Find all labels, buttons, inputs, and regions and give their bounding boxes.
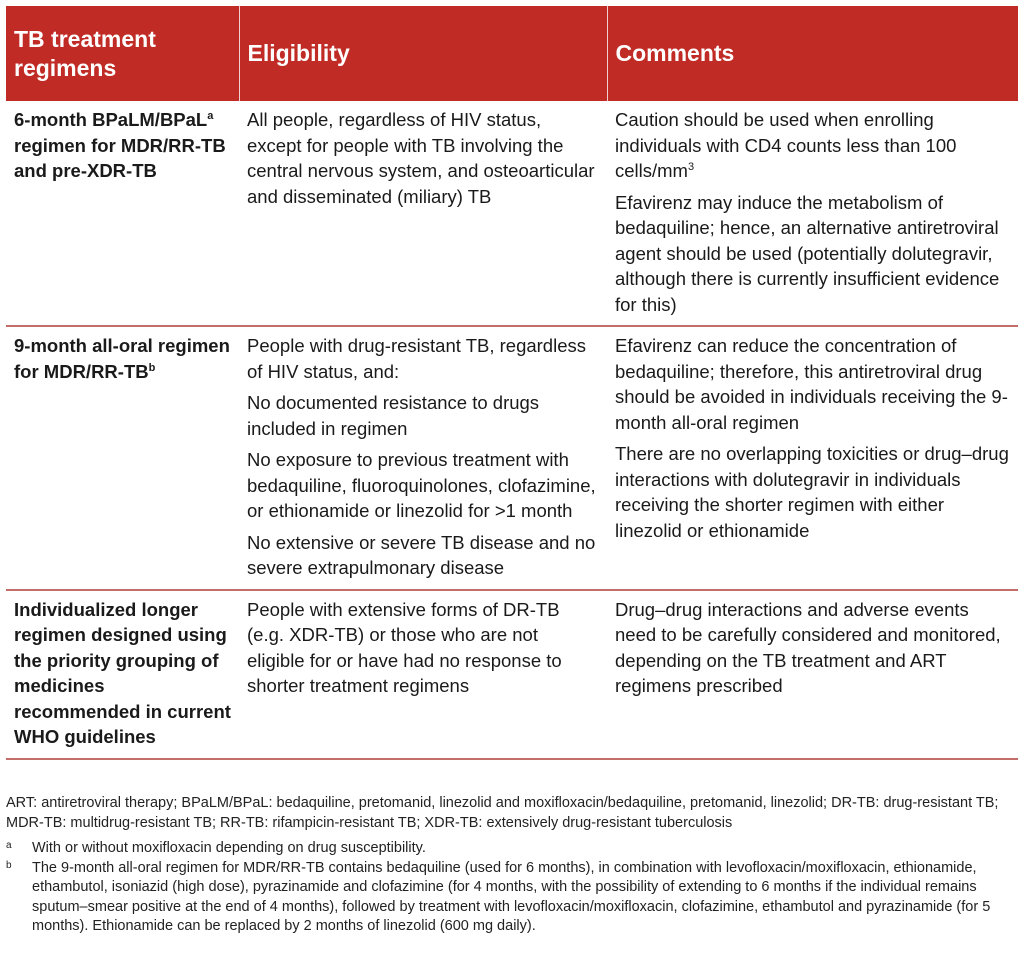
comments-cell [607, 326, 1018, 590]
comment-text: Drug–drug interactions and adverse events need to be carefully considered and monitored, depending on the TB treatment and ART regimens prescribed [615, 598, 1001, 696]
footnote-text: With or without moxifloxacin depending on drug susceptibility. [32, 840, 426, 856]
regimen-name: 9-month all-oral regimen for MDR/RR-TB [14, 335, 230, 382]
footnote-b [6, 859, 1018, 937]
table-row [6, 101, 1018, 326]
eligibility-text: No exposure to previous treatment with bedaquiline, fluoroquinolones, clofazimine, or ethionamide or linezolid for >1 month [247, 449, 596, 521]
eligibility-text: People with drug-resistant TB, regardless of HIV status, and: [247, 335, 586, 382]
eligibility-text: People with extensive forms of DR-TB (e.g. XDR-TB) or those who are not eligible for or have had no response to shorter treatment regimens [247, 598, 562, 696]
eligibility-cell [239, 101, 607, 326]
footnote-text: The 9-month all-oral regimen for MDR/RR-TB contains bedaquiline (used for 6 months), in combination with levofloxacin/moxifloxacin, ethionamide, ethambutol, isoniazid (high dose), pyrazinamide and clofazimine (for 4 months, with the possibility of extending to 6 months if the individual remains sputum–smear positive at the end of 4 months), followed by treatment with levofloxacin/moxifloxacin, clofazimine, ethambutol and pyrazinamide (for 5 months). Ethionamide can be replaced by 2 months of linezolid (600 mg daily). [32, 859, 991, 934]
eligibility-text: No extensive or severe TB disease and no severe extrapulmonary disease [247, 531, 596, 578]
abbreviations: ART: antiretroviral therapy; BPaLM/BPaL: bedaquiline, pretomanid, linezolid and moxifloxacin/bedaquiline, pretomanid, linezolid; DR-TB: drug-resistant TB; MDR-TB: multidrug-resistant TB; RR-TB: rifampicin-resistant TB; XDR-TB: extensively drug-resistant tuberculosis [6, 795, 999, 831]
table-header-row [6, 6, 1018, 101]
comment-text: Efavirenz can reduce the concentration of bedaquiline; therefore, this antiretroviral drug should be avoided in individuals receiving the 9-month all-oral regimen [615, 335, 1008, 433]
header-regimens: TB treatment regimens [6, 6, 239, 101]
regimen-cell [6, 326, 239, 590]
comment-text [615, 107, 1010, 184]
superscript: 3 [687, 160, 695, 173]
eligibility-text: No documented resistance to drugs included in regimen [247, 392, 540, 439]
footnote-mark: b [6, 859, 12, 871]
comment-text-main: Caution should be used when enrolling individuals with CD4 counts less than 100 cells/mm [615, 109, 957, 181]
header-eligibility: Eligibility [239, 6, 607, 101]
comments-cell [607, 101, 1018, 326]
comment-text: There are no overlapping toxicities or drug–drug interactions with dolutegravir in individuals receiving the shorter regimen with either linezolid or ethionamide [615, 443, 1009, 541]
eligibility-text: All people, regardless of HIV status, except for people with TB involving the central nervous system, and osteoarticular and disseminated (miliary) TB [247, 109, 595, 207]
footnote-a [6, 839, 1018, 859]
regimen-cell [6, 590, 239, 759]
comments-cell [607, 590, 1018, 759]
regimen-name: Individualized longer regimen designed using the priority grouping of medicines recommended in current WHO guidelines [14, 598, 231, 747]
table-notes [6, 794, 1018, 937]
header-comments: Comments [607, 6, 1018, 101]
footnote-ref: b [148, 361, 156, 374]
regimen-table [6, 6, 1018, 760]
eligibility-cell [239, 326, 607, 590]
regimen-name-rest: regimen for MDR/RR-TB and pre-XDR-TB [14, 134, 226, 181]
eligibility-cell [239, 590, 607, 759]
footnote-mark: a [6, 840, 12, 851]
regimen-cell [6, 101, 239, 326]
footnote-ref: a [207, 109, 214, 122]
comment-text: Efavirenz may induce the metabolism of bedaquiline; hence, an alternative antiretroviral agent should be used (potentially dolutegravir, although there is currently insufficient evidence for this) [615, 191, 1000, 315]
table-row [6, 590, 1018, 759]
table-row [6, 326, 1018, 590]
regimen-name: 6-month BPaLM/BPaL [14, 109, 208, 130]
